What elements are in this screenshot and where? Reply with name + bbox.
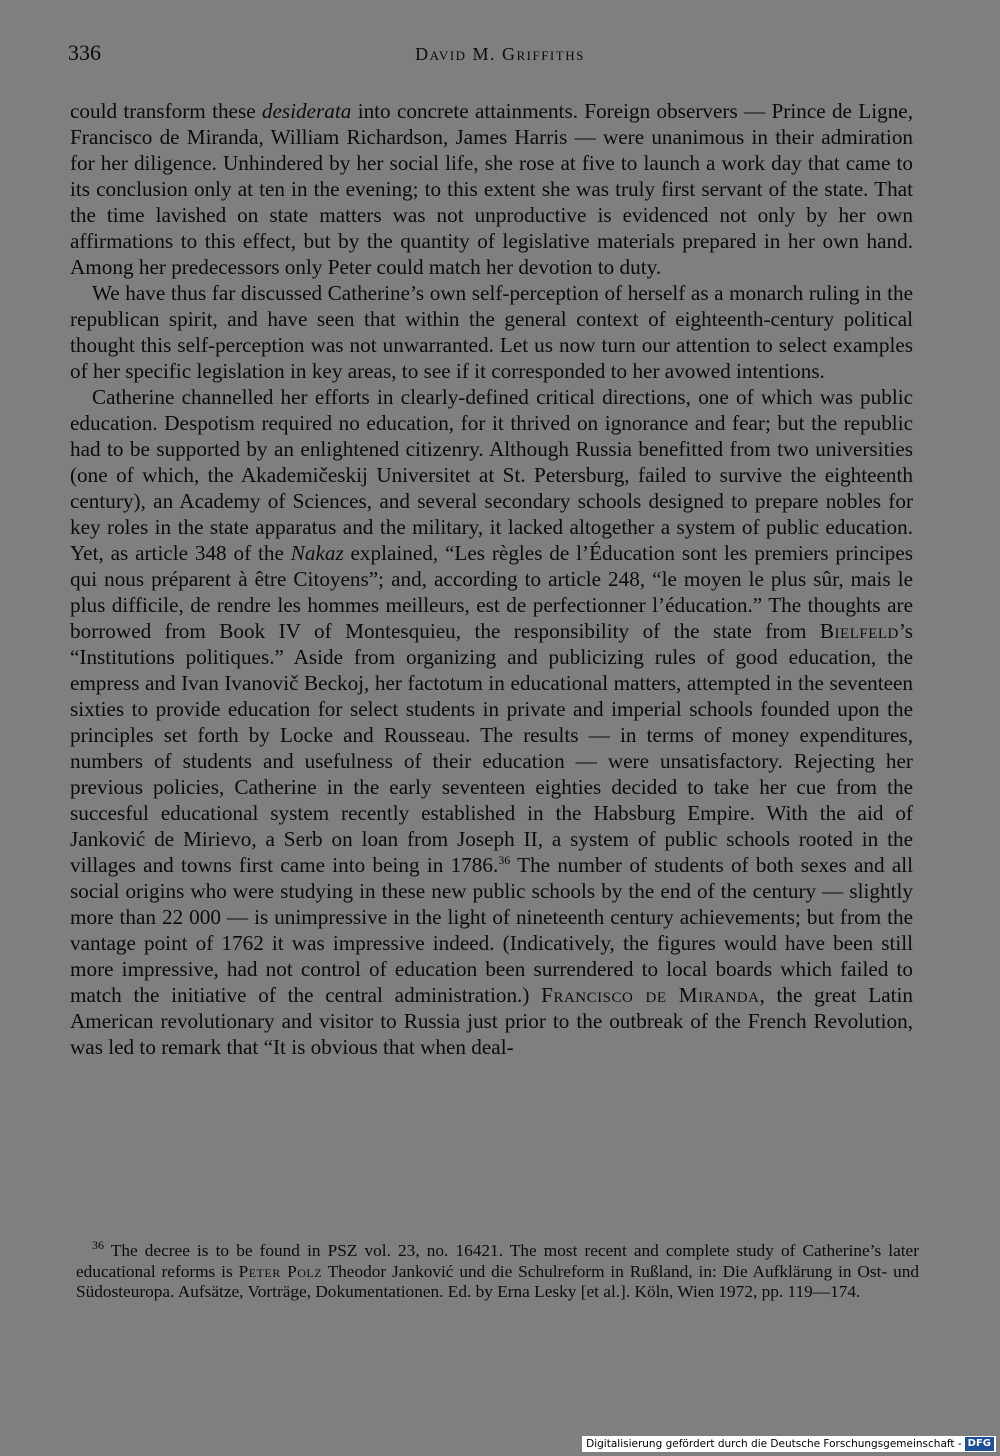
footnote-text: The decree is to be found in PSZ vol. 23, no. 16421. The most recent and complete study of Catherine’s later educational reforms is [76,1241,919,1281]
italic-term: desiderata [261,99,352,123]
page-number: 336 [68,40,101,65]
footnote-36 [76,1238,919,1303]
paragraph-3 [70,384,913,1060]
text-run: explained, “Les règles de l’Éducation sont les premiers principes qui nous préparent à être Citoyens”; and, according to article 248, “le moyen le plus sûr, mais le plus difficile, de rendre les hommes meilleurs, est de perfectionner l’éducation.” The thoughts are borrowed from Book IV of Montesquieu, the responsibility of the state from [70,541,913,643]
dfg-logo: DFG [965,1437,994,1451]
paragraph-1 [70,98,913,280]
text-run: into concrete attainments. Foreign observers — Prince de Ligne, Francisco de Miranda, William Richardson, James Harris — were unanimous in their admiration for her diligence. Unhindered by her social life, she rose at five to launch a work day that came to its conclusion only at ten in the evening; to this extent she was truly first servant of the state. That the time lavished on state matters was not unproductive is evidenced not only by her own affirmations to this effect, but by the quantity of legislative materials prepared in her own hand. Among her predecessors only Peter could match her devotion to duty. [70,99,913,279]
text-run: Catherine channelled her efforts in clearly-defined critical directions, one of which was public education. Despotism required no education, for it thrived on ignorance and fear; but the republic had to be supported by an enlightened citizenry. Although Russia benefitted from two universities (one of which, the Akademičeskij Universitet at St. Petersburg, failed to survive the eighteenth century), an Academy of Sciences, and several secondary schools designed to prepare nobles for key roles in the state apparatus and the military, it lacked altogether a system of public education. Yet, as article 348 of the [70,385,913,565]
footnote-author: Peter Polz [238,1261,323,1281]
credit-text: Digitalisierung gefördert durch die Deutsche Forschungsgemeinschaft - [586,1438,962,1450]
running-head-author: David M. Griffiths [415,44,585,64]
text-run: could transform these [70,99,262,123]
footnote-number: 36 [92,1238,104,1253]
text-run: ’s “Institutions politiques.” Aside from organizing and publicizing rules of good education, the empress and Ivan Ivanovič Beckoj, her factotum in educational matters, attempted in the seventeen sixties to provide education for select students in private and imperial schools founded upon the principles set forth by Locke and Rousseau. The results — in terms of money expenditures, numbers of students and usefulness of their education — were unsatisfactory. Rejecting her previous policies, Catherine in the early seventeen eighties decided to take her cue from the succesful educational system recently established in the Habsburg Empire. With the aid of Janković de Mirievo, a Serb on loan from Joseph II, a system of public schools rooted in the villages and towns first came into being in 1786. [70,619,913,877]
text-run: The number of students of both sexes and all social origins who were studying in these new public schools by the end of the century — slightly more than 22 000 — is unimpressive in the light of nineteenth century achievements; but from the vantage point of 1762 it was impressive indeed. (Indicatively, the figures would have been still more impressive, had not control of education been surrendered to local boards which failed to match the initiative of the central administration.) [70,853,913,1007]
footnotes [76,1238,919,1303]
small-caps-name: Francisco de Miranda [541,983,760,1007]
small-caps-name: Bielfeld [819,619,899,643]
paragraph-2: We have thus far discussed Catherine’s own self-perception of herself as a monarch ruling in the republican spirit, and have seen that within the general context of eighteenth-century political thought this self-perception was not unwarranted. Let us now turn our attention to select examples of her specific legislation in key areas, to see if it corresponded to her avowed intentions. [70,281,913,383]
italic-term: Nakaz [290,541,344,565]
digitization-credit [582,1436,996,1452]
footnote-text: Theodor Janković und die Schulreform in Rußland, in: Die Aufklärung in Ost- und Südosteuropa. Aufsätze, Vorträge, Dokumentationen. Ed. by Erna Lesky [et al.]. Köln, Wien 1972, pp. 119—174. [76,1261,919,1301]
text-run: , the great Latin American revolutionary and visitor to Russia just prior to the outbreak of the French Revolution, was led to remark that “It is obvious that when deal- [70,983,913,1059]
main-text [70,98,913,1060]
footnote-reference: 36 [498,852,511,867]
